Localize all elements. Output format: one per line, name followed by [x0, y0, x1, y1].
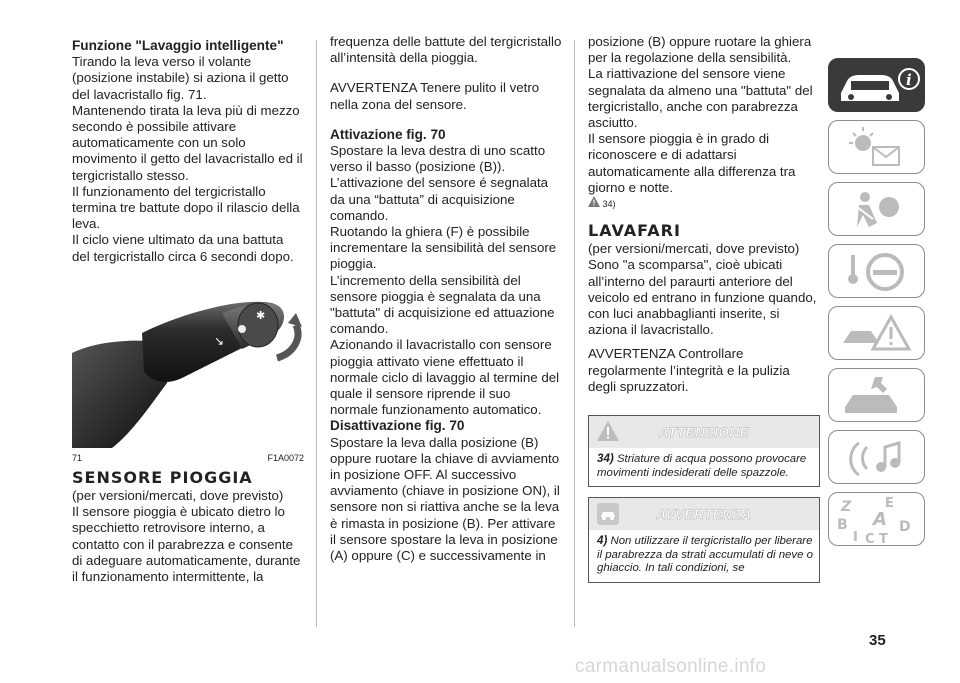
heading-lavaggio-intelligente: Funzione "Lavaggio intelligente": [72, 38, 284, 53]
wrench-car-icon: [829, 369, 926, 423]
figure-code: F1A0072: [267, 453, 304, 464]
paragraph: Il funzionamento del tergicristallo termina tre battute dopo il rilascio della leva.: [72, 183, 300, 232]
tab-lights-messages[interactable]: [828, 120, 925, 174]
warning-reference: [588, 196, 820, 211]
attenzione-title: ATTENZIONE: [658, 425, 750, 441]
paragraph: L’incremento della sensibilità del sensore pioggia è segnalata da una "battuta" di acquisizione ed attuazione comando.: [330, 272, 555, 337]
wiper-lever-illustration: [72, 283, 304, 448]
column-2: [330, 34, 562, 564]
paragraph: L’attivazione del sensore é segnalata da una “battuta” di acquisizione comando.: [330, 175, 549, 223]
tab-maintenance[interactable]: [828, 368, 925, 422]
tab-safety[interactable]: [828, 182, 925, 236]
svg-text:✱: ✱: [256, 308, 266, 322]
figure-caption: [72, 450, 304, 466]
alphabet-index-icon: [829, 493, 926, 547]
music-icon: [829, 431, 926, 485]
note-text: Striature di acqua possono provocare movimenti indesiderati delle spazzole.: [597, 453, 807, 479]
paragraph: AVVERTENZA Controllare regolarmente l’integrità e la pulizia degli spruzzatori.: [588, 346, 790, 394]
paragraph: posizione (B) oppure ruotare la ghiera per la regolazione della sensibilità.: [588, 34, 812, 66]
column-1: [72, 38, 304, 585]
heading-disattivazione: Disattivazione fig. 70: [330, 418, 465, 434]
avvertenza-header: [589, 498, 819, 530]
svg-text:B: B: [837, 517, 848, 533]
attenzione-body: [589, 448, 819, 486]
svg-text:Z: Z: [841, 499, 852, 515]
warning-road-icon: [829, 307, 926, 361]
tab-emergency[interactable]: [828, 306, 925, 360]
column-divider: [316, 40, 317, 627]
paragraph: AVVERTENZA Tenere pulito il vetro nella zona del sensore.: [330, 80, 540, 112]
attenzione-header: [589, 416, 819, 448]
note-number: 34): [597, 452, 614, 466]
sun-mail-icon: [829, 121, 926, 175]
svg-text:↘: ↘: [214, 333, 225, 348]
paragraph: Azionando il lavacristallo con sensore pioggia attivato viene effettuato il normale ciclo di lavaggio al termine del quale il sensore riprende il suo normale funzionamento automatico.: [330, 337, 560, 418]
chapter-tabs: [828, 58, 928, 554]
svg-text:D: D: [899, 519, 911, 535]
reference-number: 34): [602, 199, 616, 210]
note-number: 4): [597, 534, 608, 548]
paragraph: Spostare la leva dalla posizione (B) oppure ruotare la chiave di avviamento in posizione OFF. Al successivo avviamento (chiave in posizione ON), il sensore non si riattiva anche se la leva è rimasta in posizione (B). Per attivare il sensore spostare la leva in posizione (A) oppure (C) e successivamente in: [330, 434, 560, 564]
paragraph: Il sensore pioggia è ubicato dietro lo specchietto retrovisore interno, a contatto con il parabrezza e consente di adeguare automaticamente, durante il funzionamento intermittente, la: [72, 504, 301, 585]
paragraph: Tirando la leva verso il volante (posizione instabile) si aziona il getto del lavacristallo fig. 71.: [72, 54, 289, 102]
paragraph: Ruotando la ghiera (F) è possibile incrementare la sensibilità del sensore pioggia.: [330, 224, 557, 272]
paragraph: Il sensore pioggia è in grado di riconoscere e di adattarsi automaticamente alla differenza tra giorno e notte.: [588, 131, 796, 195]
svg-text:E: E: [885, 496, 894, 511]
svg-text:T: T: [879, 532, 888, 547]
tab-index[interactable]: [828, 492, 925, 546]
figure-number: 71: [72, 453, 83, 464]
airbag-icon: [829, 183, 926, 237]
svg-text:C: C: [865, 532, 875, 547]
page-number: 35: [869, 632, 886, 649]
steering-key-icon: [829, 245, 926, 299]
section-title-lavafari: LAVAFARI: [588, 221, 681, 241]
svg-text:i: i: [906, 71, 912, 89]
avvertenza-body: [589, 530, 819, 582]
column-divider: [574, 40, 575, 627]
svg-text:A: A: [873, 509, 887, 530]
paragraph: frequenza delle battute del tergicristallo all’intensità della pioggia.: [330, 34, 562, 66]
tab-starting-driving[interactable]: [828, 244, 925, 298]
warning-triangle-icon: [588, 196, 600, 207]
watermark: carmanualsonline.info: [575, 656, 767, 677]
paragraph: Spostare la leva destra di uno scatto verso il basso (posizione (B)).: [330, 143, 546, 175]
paragraph: Il ciclo viene ultimato da una battuta del tergicristallo circa 6 secondi dopo.: [72, 232, 294, 264]
avvertenza-title: AVVERTENZA: [656, 507, 752, 523]
heading-attivazione: Attivazione fig. 70: [330, 126, 446, 142]
paragraph: Mantenendo tirata la leva più di mezzo secondo è possibile attivare automaticamente con un solo movimento il getto del lavacristallo ed il tergicristallo stesso.: [72, 102, 303, 183]
note-text: Non utilizzare il tergicristallo per liberare il parabrezza da strati accumulati di neve o ghiaccio. In tali condizioni, se: [597, 535, 813, 575]
paragraph: La riattivazione del sensore viene segnalata da almeno una "battuta" del tergicristallo, anche con parabrezza asciutto.: [588, 66, 813, 131]
paragraph: (per versioni/mercati, dove previsto): [72, 488, 284, 504]
attenzione-box: [588, 415, 820, 487]
paragraph: (per versioni/mercati, dove previsto): [588, 241, 800, 257]
section-title-sensore-pioggia: SENSORE PIOGGIA: [72, 467, 253, 487]
tab-multimedia[interactable]: [828, 430, 925, 484]
figure-71-wiper-lever: [72, 283, 304, 464]
column-3: [588, 34, 820, 583]
paragraph: Sono "a scomparsa", cioè ubicati all’interno del paraurti anteriore del veicolo ed entrano in funzione quando, con luci anabbaglianti inserite, si aziona il lavacristallo.: [588, 257, 817, 338]
car-info-icon: [829, 59, 926, 113]
svg-text:I: I: [853, 530, 858, 545]
tab-car-info[interactable]: [828, 58, 925, 112]
avvertenza-box: [588, 497, 820, 583]
